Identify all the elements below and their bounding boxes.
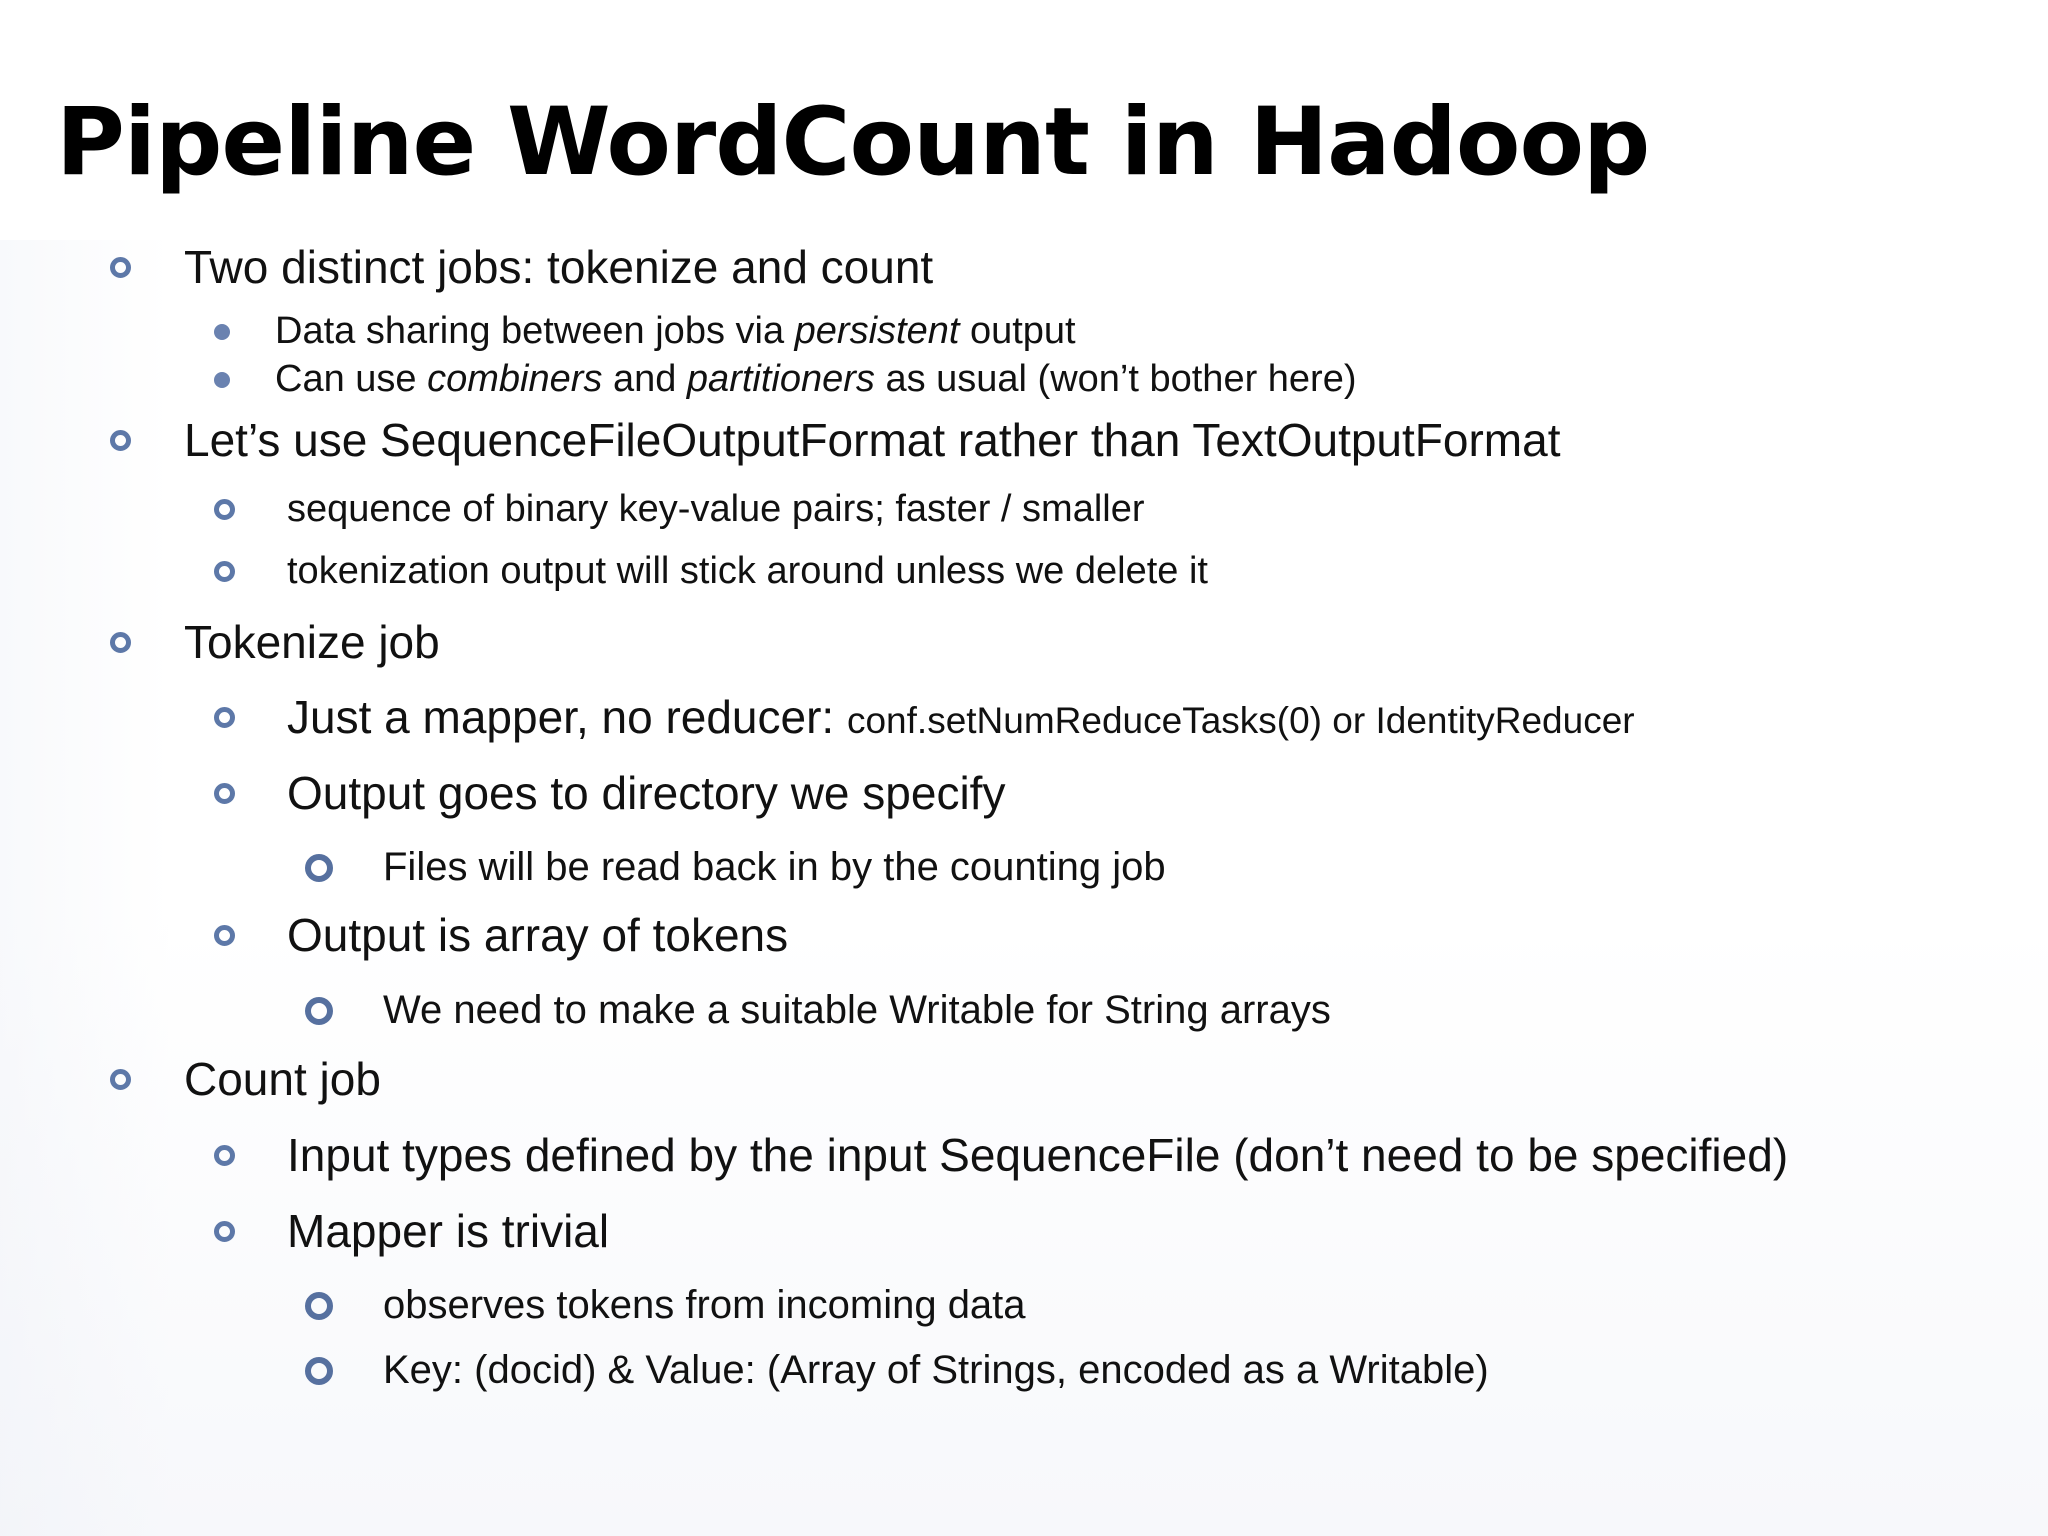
ring-bullet-icon <box>214 925 235 946</box>
sub-sub-bullet-item <box>305 988 1331 1033</box>
bullet-item <box>110 240 933 294</box>
sub-bullet-text: Input types defined by the input SequenceFile (don’t need to be specified) <box>287 1129 1789 1181</box>
sub-bullet-text: Output is array of tokens <box>287 909 789 961</box>
sub-bullet-text: Can use combiners and partitioners as usual (won’t bother here) <box>275 358 1357 400</box>
sub-bullet-text: Mapper is trivial <box>287 1205 610 1257</box>
ring-bullet-icon <box>214 1145 235 1166</box>
bullet-text: Two distinct jobs: tokenize and count <box>184 241 934 293</box>
bullet-text: Count job <box>184 1053 381 1105</box>
sub-bullet-text: Just a mapper, no reducer: conf.setNumReduceTasks(0) or IdentityReducer <box>287 691 1635 743</box>
ring-bullet-icon <box>305 854 333 882</box>
ring-bullet-icon <box>110 632 131 653</box>
dot-bullet-icon <box>214 324 230 340</box>
sub-sub-bullet-text: We need to make a suitable Writable for String arrays <box>383 988 1331 1032</box>
sub-sub-bullet-text: observes tokens from incoming data <box>383 1283 1026 1327</box>
ring-bullet-icon <box>305 1357 333 1385</box>
ring-bullet-icon <box>214 1221 235 1242</box>
ring-bullet-icon <box>214 561 235 582</box>
bullet-text: Let’s use SequenceFileOutputFormat rather than TextOutputFormat <box>184 414 1561 466</box>
ring-bullet-icon <box>110 1069 131 1090</box>
sub-bullet-item <box>214 1204 609 1258</box>
sub-sub-bullet-text: Files will be read back in by the counting job <box>383 845 1166 889</box>
sub-sub-bullet-item <box>305 1283 1026 1328</box>
sub-sub-bullet-text: Key: (docid) & Value: (Array of Strings, encoded as a Writable) <box>383 1348 1489 1392</box>
sub-bullet-item <box>214 550 1208 593</box>
sub-bullet-text: Output goes to directory we specify <box>287 767 1006 819</box>
bullet-item <box>110 1052 381 1106</box>
sub-bullet-text: Data sharing between jobs via persistent output <box>275 310 1076 352</box>
ring-bullet-icon <box>110 257 131 278</box>
bullet-text: Tokenize job <box>184 616 440 668</box>
slide-title: Pipeline WordCount in Hadoop <box>56 88 1650 197</box>
ring-bullet-icon <box>214 499 235 520</box>
dot-bullet-icon <box>214 372 230 388</box>
sub-sub-bullet-item <box>305 1348 1489 1393</box>
sub-bullet-text: tokenization output will stick around unless we delete it <box>287 550 1208 592</box>
sub-sub-bullet-item <box>305 845 1166 890</box>
sub-bullet-item <box>214 1128 1788 1182</box>
ring-bullet-icon <box>214 707 235 728</box>
ring-bullet-icon <box>214 783 235 804</box>
sub-bullet-item <box>214 908 788 962</box>
sub-bullet-item <box>214 310 1076 353</box>
sub-bullet-text: sequence of binary key-value pairs; faster / smaller <box>287 488 1145 530</box>
ring-bullet-icon <box>305 997 333 1025</box>
sub-bullet-item <box>214 358 1357 401</box>
sub-bullet-item <box>214 488 1145 531</box>
sub-bullet-item <box>214 766 1005 820</box>
sub-bullet-item <box>214 690 1635 744</box>
ring-bullet-icon <box>305 1292 333 1320</box>
code-snippet: conf.setNumReduceTasks(0) or IdentityReducer <box>846 700 1635 741</box>
bullet-item <box>110 615 440 669</box>
ring-bullet-icon <box>110 430 131 451</box>
bullet-item <box>110 413 1560 467</box>
